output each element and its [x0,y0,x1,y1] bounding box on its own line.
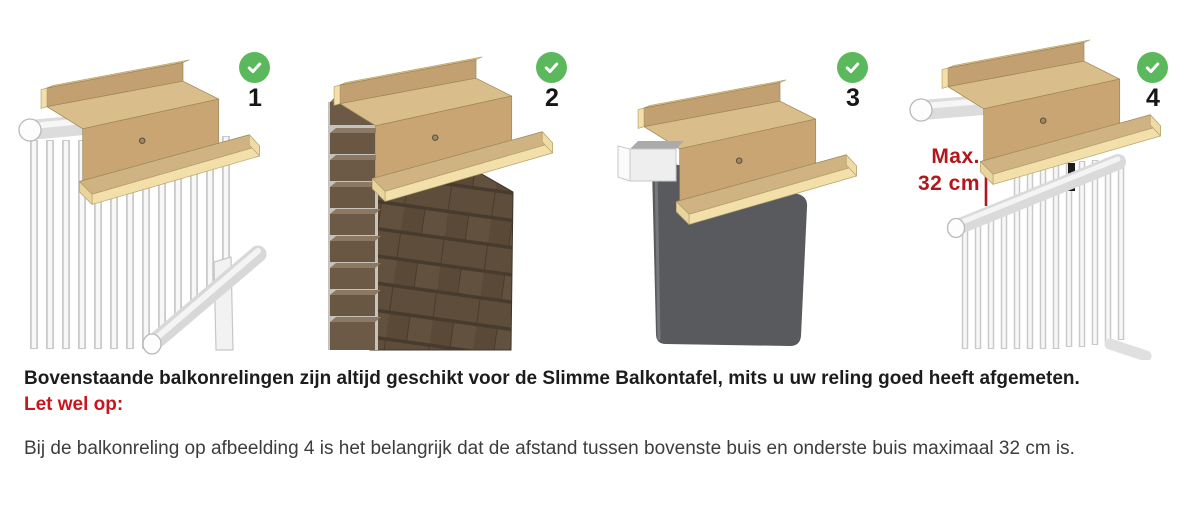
panel-number: 4 [1146,84,1160,112]
explanation-text [24,366,1184,462]
approved-badge-3 [837,52,869,110]
body-text: Bij de balkonreling op afbeelding 4 is het belangrijk dat de afstand tussen bovenste buis en onderste buis maximaal 32 cm is. [24,438,1075,459]
panel-number: 3 [846,84,860,112]
max-distance-line2: 32 cm [917,172,980,195]
approved-badge-4 [1137,52,1169,110]
check-icon [837,52,868,83]
panel-number: 2 [545,84,559,112]
check-icon [239,52,270,83]
max-distance-label [880,143,980,197]
approved-badge-1 [239,52,271,110]
warning-label: Let wel op: [24,394,124,415]
check-icon [1137,52,1168,83]
check-icon [536,52,567,83]
heading-text: Bovenstaande balkonrelingen zijn altijd geschikt voor de Slimme Balkontafel, mits u uw reling goed heeft afgemeten. [24,368,1080,389]
panel-number: 1 [248,84,262,112]
max-distance-line1: Max. [931,145,980,168]
approved-badge-2 [536,52,568,110]
